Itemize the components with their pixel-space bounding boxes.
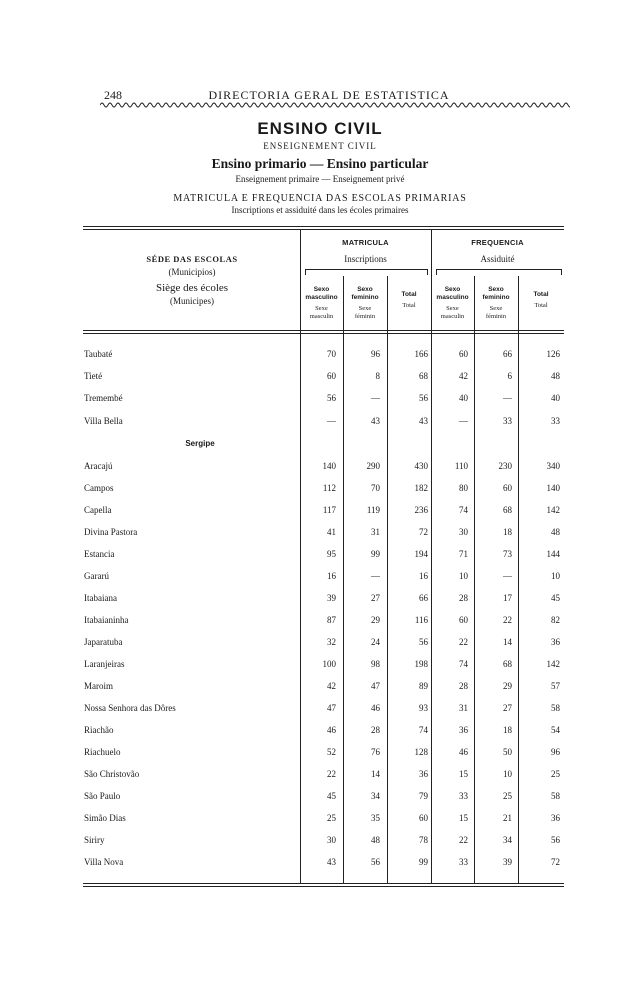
- table-row: [0, 505, 640, 519]
- group-subheader-matricula: Inscriptions: [344, 254, 387, 264]
- table-cell: 27: [503, 703, 512, 713]
- table-cell: 46: [371, 703, 380, 713]
- column-header: [431, 286, 474, 321]
- table-cell: 96: [551, 747, 560, 757]
- municipality-name: Divina Pastora: [84, 527, 138, 537]
- column-header-label: masculino: [436, 294, 469, 301]
- table-cell: 95: [327, 549, 336, 559]
- table-cell: 17: [503, 593, 512, 603]
- table-cell: 82: [551, 615, 560, 625]
- table-cell: 46: [459, 747, 468, 757]
- table-cell: 35: [371, 813, 380, 823]
- table-cell: 66: [503, 349, 512, 359]
- municipality-name: Villa Nova: [84, 857, 124, 867]
- table-cell: 93: [419, 703, 428, 713]
- table-cell: 56: [419, 637, 428, 647]
- table-cell: 10: [459, 571, 468, 581]
- municipality-name: Gararú: [84, 571, 109, 581]
- table-cell: 39: [327, 593, 336, 603]
- table-row: [0, 747, 640, 761]
- main-title: ENSINO CIVIL: [257, 119, 383, 138]
- table-cell: 119: [366, 505, 380, 515]
- table-cell: 31: [459, 703, 468, 713]
- table-cell: 60: [419, 813, 428, 823]
- table-cell: 16: [419, 571, 428, 581]
- section-label: Sergipe: [185, 439, 215, 448]
- table-cell: 18: [503, 725, 512, 735]
- stub-header-fr: Siège des écoles: [155, 282, 229, 294]
- column-header-label-fr: Sexe: [315, 305, 328, 312]
- table-row: [0, 371, 640, 385]
- table-cell: 60: [459, 615, 468, 625]
- table-cell: 47: [371, 681, 380, 691]
- table-cell: 74: [419, 725, 428, 735]
- column-header-label: Sexo: [488, 286, 504, 293]
- table-cell: 194: [414, 549, 428, 559]
- table-cell: 16: [327, 571, 336, 581]
- table-cell: 36: [459, 725, 468, 735]
- table-cell: 33: [551, 415, 560, 426]
- table-cell: 52: [327, 747, 336, 757]
- table-cell: 28: [459, 593, 468, 603]
- municipality-name: Japaratuba: [84, 637, 123, 647]
- municipality-name: Riachuelo: [84, 747, 121, 757]
- table-cell: 56: [551, 835, 560, 845]
- table-cell: 39: [503, 857, 512, 867]
- header-bottom-rule-2: [83, 333, 564, 334]
- table-row: [0, 637, 640, 651]
- municipality-name: Aracajú: [84, 461, 113, 471]
- table-row: [0, 483, 640, 497]
- table-cell: 73: [503, 549, 512, 559]
- table-cell: 46: [327, 725, 336, 735]
- municipality-name: Villa Bella: [84, 415, 123, 426]
- table-row: [0, 416, 640, 430]
- table-cell: —: [503, 571, 512, 581]
- table-row: [0, 393, 640, 407]
- table-cell: 48: [551, 371, 560, 382]
- table-cell: 340: [546, 461, 560, 471]
- stub-subheader: (Municipios): [168, 267, 216, 277]
- table-cell: 68: [503, 659, 512, 669]
- table-bottom-rule: [83, 883, 564, 884]
- municipality-name: Laranjeiras: [84, 659, 125, 669]
- table-cell: 31: [371, 527, 380, 537]
- column-header-label: Sexo: [313, 286, 330, 293]
- table-cell: 110: [454, 461, 468, 471]
- column-header-label-fr: Total: [534, 302, 548, 309]
- table-cell: 142: [546, 505, 560, 515]
- municipality-name: Simão Dias: [84, 813, 126, 823]
- table-cell: —: [327, 415, 336, 426]
- table-cell: 99: [419, 857, 428, 867]
- table-cell: 43: [419, 415, 428, 426]
- column-header-label-fr: féminin: [485, 313, 507, 320]
- column-header-label-fr: Sexe: [489, 305, 503, 312]
- municipality-name: Estancia: [84, 549, 115, 559]
- table-cell: 78: [419, 835, 428, 845]
- table-cell: 68: [503, 505, 512, 515]
- municipality-name: Siriry: [84, 835, 105, 845]
- table-cell: 6: [507, 371, 512, 382]
- table-cell: 8: [375, 371, 380, 382]
- column-header: [474, 286, 518, 321]
- group-header-matricula: MATRICULA: [342, 238, 389, 247]
- municipality-name: São Paulo: [84, 791, 121, 801]
- municipality-name: Itabaiana: [84, 593, 117, 603]
- column-header-label: masculino: [305, 294, 338, 301]
- table-cell: 40: [459, 393, 468, 404]
- table-cell: 54: [551, 725, 560, 735]
- table-top-rule: [83, 226, 564, 227]
- page-number: 248: [104, 88, 122, 102]
- group-header-frequencia: FREQUENCIA: [471, 238, 524, 247]
- table-cell: 27: [371, 593, 380, 603]
- column-header-label: Total: [401, 291, 417, 298]
- table-cell: 36: [551, 813, 560, 823]
- table-cell: 28: [459, 681, 468, 691]
- column-header: [300, 286, 343, 321]
- table-row: [0, 813, 640, 827]
- table-cell: 41: [327, 527, 336, 537]
- table-cell: 230: [498, 461, 512, 471]
- table-cell: 25: [327, 813, 336, 823]
- municipality-name: Nossa Senhora das Dôres: [84, 703, 176, 713]
- table-cell: 30: [459, 527, 468, 537]
- table-cell: 40: [551, 393, 560, 404]
- column-header-label: Total: [533, 291, 549, 298]
- municipality-name: Tremembé: [84, 393, 123, 404]
- table-cell: 112: [322, 483, 336, 493]
- table-cell: 96: [371, 349, 380, 359]
- table-cell: 68: [419, 371, 428, 382]
- table-row: [0, 769, 640, 783]
- table-cell: 87: [327, 615, 336, 625]
- table-cell: —: [503, 393, 512, 404]
- table-cell: 60: [459, 349, 468, 359]
- table-cell: 50: [503, 747, 512, 757]
- table-cell: 42: [327, 681, 336, 691]
- table-row: [0, 703, 640, 717]
- table-row: [0, 659, 640, 673]
- column-header-label-fr: Sexe: [358, 305, 372, 312]
- table-cell: 60: [327, 371, 336, 382]
- table-cell: 33: [459, 857, 468, 867]
- table-row: [0, 527, 640, 541]
- table-cell: 198: [414, 659, 428, 669]
- column-header: [387, 291, 431, 310]
- table-row: [0, 593, 640, 607]
- table-cell: 140: [322, 461, 336, 471]
- table-cell: 36: [419, 769, 428, 779]
- column-header-label-fr: féminin: [354, 313, 376, 320]
- table-cell: 25: [551, 769, 560, 779]
- table-cell: 18: [503, 527, 512, 537]
- table-cell: 182: [414, 483, 428, 493]
- table-cell: 72: [419, 527, 428, 537]
- table-cell: 14: [503, 637, 512, 647]
- table-cell: 24: [371, 637, 380, 647]
- table-cell: 45: [551, 593, 560, 603]
- table-cell: 89: [419, 681, 428, 691]
- table-cell: 56: [419, 393, 428, 404]
- wavy-rule: [100, 101, 570, 109]
- table-cell: 140: [546, 483, 560, 493]
- column-header: [518, 291, 564, 310]
- municipality-name: Tieté: [84, 371, 103, 382]
- table-cell: 33: [459, 791, 468, 801]
- municipality-name: Capella: [84, 505, 112, 515]
- column-header-label-fr: masculin: [309, 313, 334, 320]
- table-cell: 71: [459, 549, 468, 559]
- table-row: [0, 549, 640, 563]
- table-cell: 58: [551, 791, 560, 801]
- table-cell: 99: [371, 549, 380, 559]
- column-header-label: feminino: [482, 294, 510, 301]
- column-header: [343, 286, 387, 321]
- column-header-label: Sexo: [357, 286, 373, 293]
- table-cell: 34: [503, 835, 512, 845]
- table-cell: 21: [503, 813, 512, 823]
- table-cell: 70: [327, 349, 336, 359]
- stub-subheader-fr: (Municipes): [170, 296, 214, 306]
- table-row: [0, 857, 640, 871]
- matricula-bracket: [305, 269, 428, 275]
- main-title-fr: ENSEIGNEMENT CIVIL: [263, 141, 377, 151]
- table-cell: 33: [503, 415, 512, 426]
- table-cell: 15: [459, 813, 468, 823]
- subtitle-fr: Enseignement primaire — Enseignement privé: [235, 174, 405, 184]
- table-cell: 22: [459, 835, 468, 845]
- table-row: [0, 681, 640, 695]
- table-cell: 10: [503, 769, 512, 779]
- municipality-name: Taubaté: [84, 349, 113, 359]
- group-subheader-frequencia: Assiduité: [480, 254, 515, 264]
- table-cell: 29: [371, 615, 380, 625]
- table-cell: 56: [371, 857, 380, 867]
- table-cell: 48: [551, 527, 560, 537]
- table-cell: 166: [414, 349, 428, 359]
- table-cell: 236: [414, 505, 428, 515]
- table-row: [0, 615, 640, 629]
- table-cell: 43: [327, 857, 336, 867]
- table-cell: 22: [503, 615, 512, 625]
- table-cell: 98: [371, 659, 380, 669]
- column-header-label-fr: Sexe: [446, 305, 459, 312]
- table-cell: 290: [366, 461, 380, 471]
- table-row: [0, 725, 640, 739]
- table-cell: 66: [419, 593, 428, 603]
- municipality-name: Itabaianinha: [84, 615, 129, 625]
- municipality-name: Maroim: [84, 681, 113, 691]
- table-cell: —: [459, 415, 468, 426]
- table-cell: 76: [371, 747, 380, 757]
- table-cell: 34: [371, 791, 380, 801]
- table-cell: 126: [546, 349, 560, 359]
- table-row: [0, 791, 640, 805]
- table-cell: 142: [546, 659, 560, 669]
- table-cell: 58: [551, 703, 560, 713]
- table-cell: 117: [322, 505, 336, 515]
- table-cell: 22: [459, 637, 468, 647]
- table-cell: —: [371, 571, 380, 581]
- table-cell: 100: [322, 659, 336, 669]
- table-cell: 56: [327, 393, 336, 404]
- table-cell: —: [371, 393, 380, 404]
- table-cell: 79: [419, 791, 428, 801]
- table-cell: 47: [327, 703, 336, 713]
- table-cell: 144: [546, 549, 560, 559]
- table-cell: 128: [414, 747, 428, 757]
- running-head: DIRECTORIA GERAL DE ESTATISTICA: [208, 88, 450, 102]
- table-cell: 30: [327, 835, 336, 845]
- table-row: [0, 835, 640, 849]
- header-bottom-rule: [83, 330, 564, 331]
- table-bottom-rule-2: [83, 886, 564, 887]
- table-cell: 74: [459, 505, 468, 515]
- table-cell: 45: [327, 791, 336, 801]
- table-cell: 29: [503, 681, 512, 691]
- column-header-label: feminino: [351, 294, 379, 301]
- frequencia-bracket: [436, 269, 562, 275]
- table-row: [0, 571, 640, 585]
- table-cell: 36: [551, 637, 560, 647]
- column-header-label: Sexo: [444, 286, 461, 293]
- table-cell: 70: [371, 483, 380, 493]
- table-cell: 43: [371, 415, 380, 426]
- table-title: MATRICULA E FREQUENCIA DAS ESCOLAS PRIMARIAS: [173, 193, 467, 204]
- municipality-name: Campos: [84, 483, 114, 493]
- table-cell: 57: [551, 681, 560, 691]
- table-cell: 60: [503, 483, 512, 493]
- table-cell: 74: [459, 659, 468, 669]
- table-cell: 32: [327, 637, 336, 647]
- municipality-name: São Christovão: [84, 769, 140, 779]
- column-header-label-fr: masculin: [440, 313, 465, 320]
- table-cell: 430: [414, 461, 428, 471]
- table-row: [0, 349, 640, 363]
- table-cell: 25: [503, 791, 512, 801]
- municipality-name: Riachão: [84, 725, 114, 735]
- table-title-fr: Inscriptions et assiduité dans les écoles primaires: [231, 205, 409, 215]
- table-cell: 116: [414, 615, 428, 625]
- table-cell: 10: [551, 571, 560, 581]
- column-header-label-fr: Total: [402, 302, 416, 309]
- table-cell: 14: [371, 769, 380, 779]
- stub-header: SÉDE DAS ESCOLAS: [146, 254, 238, 264]
- table-top-rule-2: [83, 229, 564, 230]
- subtitle: Ensino primario — Ensino particular: [211, 156, 429, 171]
- table-cell: 72: [551, 857, 560, 867]
- table-cell: 42: [459, 371, 468, 382]
- table-cell: 28: [371, 725, 380, 735]
- table-cell: 80: [459, 483, 468, 493]
- table-cell: 48: [371, 835, 380, 845]
- table-cell: 15: [459, 769, 468, 779]
- table-cell: 22: [327, 769, 336, 779]
- table-row: [0, 461, 640, 475]
